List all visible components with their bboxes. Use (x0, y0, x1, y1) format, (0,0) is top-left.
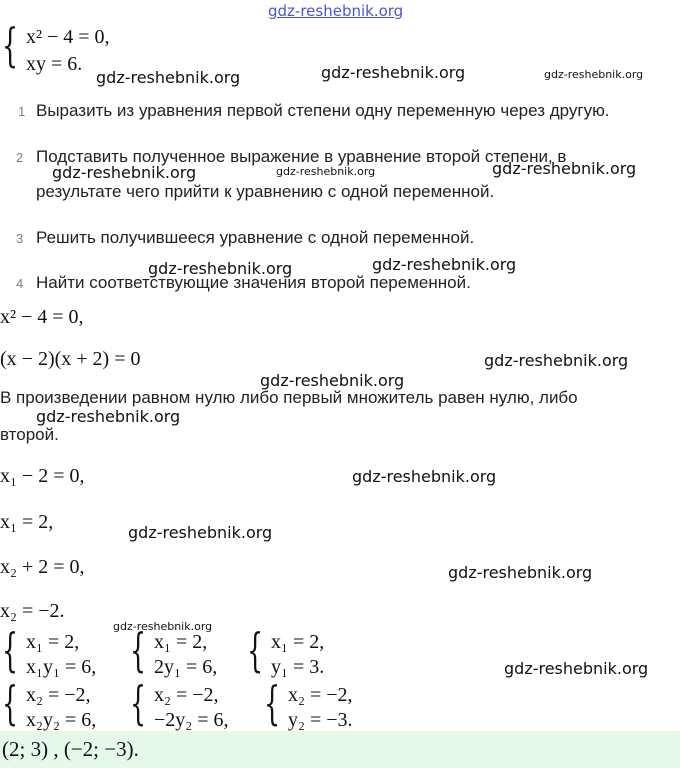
watermark: gdz-reshebnik.org (321, 63, 466, 82)
step-text: Выразить из уравнения первой степени одну переменную через другую. (36, 101, 610, 120)
step-text: Подставить полученное выражение в уравнение второй степени, в (36, 147, 567, 166)
system-brace: { (2, 623, 19, 677)
system-line: y₁ = 3. (271, 656, 325, 678)
system-line: x₂ = −2, (288, 684, 353, 706)
system-brace: { (2, 18, 19, 72)
step-number: 4 (16, 276, 24, 291)
watermark: gdz-reshebnik.org (276, 165, 376, 178)
system-line: x₁ = 2, (154, 631, 208, 653)
system-line: y₂ = −3. (288, 709, 353, 731)
step-number: 1 (18, 104, 26, 119)
watermark: gdz-reshebnik.org (148, 259, 293, 278)
system-brace: { (2, 676, 19, 730)
watermark: gdz-reshebnik.org (128, 523, 273, 542)
system-brace: { (264, 676, 281, 730)
solution-line: (x − 2)(x + 2) = 0 (0, 348, 141, 370)
system-line: x₁y₁ = 6, (26, 656, 97, 678)
watermark: gdz-reshebnik.org (484, 351, 629, 370)
solution-line: x₂ + 2 = 0, (0, 556, 85, 578)
system-line: 2y₁ = 6, (154, 656, 218, 678)
system-brace: { (247, 623, 264, 677)
watermark: gdz-reshebnik.org (96, 68, 241, 87)
system-line: x₁ = 2, (271, 631, 325, 653)
system-line: x₂ = −2, (26, 684, 91, 706)
watermark: gdz-reshebnik.org (544, 68, 644, 81)
watermark: gdz-reshebnik.org (448, 563, 593, 582)
watermark: gdz-reshebnik.org (372, 255, 517, 274)
watermark: gdz-reshebnik.org (504, 659, 649, 678)
system-brace: { (130, 676, 147, 730)
system-line: −2y₂ = 6, (154, 709, 229, 731)
step-text: Решить получившееся уравнение с одной переменной. (36, 228, 475, 247)
solution-line: x₁ = 2, (0, 511, 54, 533)
system-line: x₁ = 2, (26, 631, 80, 653)
watermark: gdz-reshebnik.org (36, 407, 181, 426)
watermark-top: gdz-reshebnik.org (268, 2, 404, 20)
system-eq-2: xy = 6. (26, 53, 83, 75)
watermark: gdz-reshebnik.org (352, 467, 497, 486)
system-eq-1: x² − 4 = 0, (26, 26, 110, 48)
watermark: gdz-reshebnik.org (52, 163, 197, 182)
watermark: gdz-reshebnik.org (492, 159, 637, 178)
system-brace: { (130, 623, 147, 677)
solution-line: x₁ − 2 = 0, (0, 465, 85, 487)
step-text: результате чего прийти к уравнению с одной переменной. (36, 182, 495, 201)
step-number: 3 (16, 231, 24, 246)
system-line: x₂ = −2, (154, 684, 219, 706)
step-number: 2 (16, 150, 24, 165)
watermark: gdz-reshebnik.org (260, 371, 405, 390)
explanation-text: В произведении равном нулю либо первый множитель равен нулю, либо (0, 388, 578, 407)
explanation-text: второй. (0, 425, 59, 444)
system-line: x₂y₂ = 6, (26, 709, 97, 731)
solution-line: x² − 4 = 0, (0, 306, 84, 328)
solution-line: x₂ = −2. (0, 600, 65, 622)
step-text: Найти соответствующие значения второй переменной. (36, 273, 471, 292)
watermark: gdz-reshebnik.org (113, 620, 213, 633)
answer-text: (2; 3) , (−2; −3). (2, 737, 139, 761)
